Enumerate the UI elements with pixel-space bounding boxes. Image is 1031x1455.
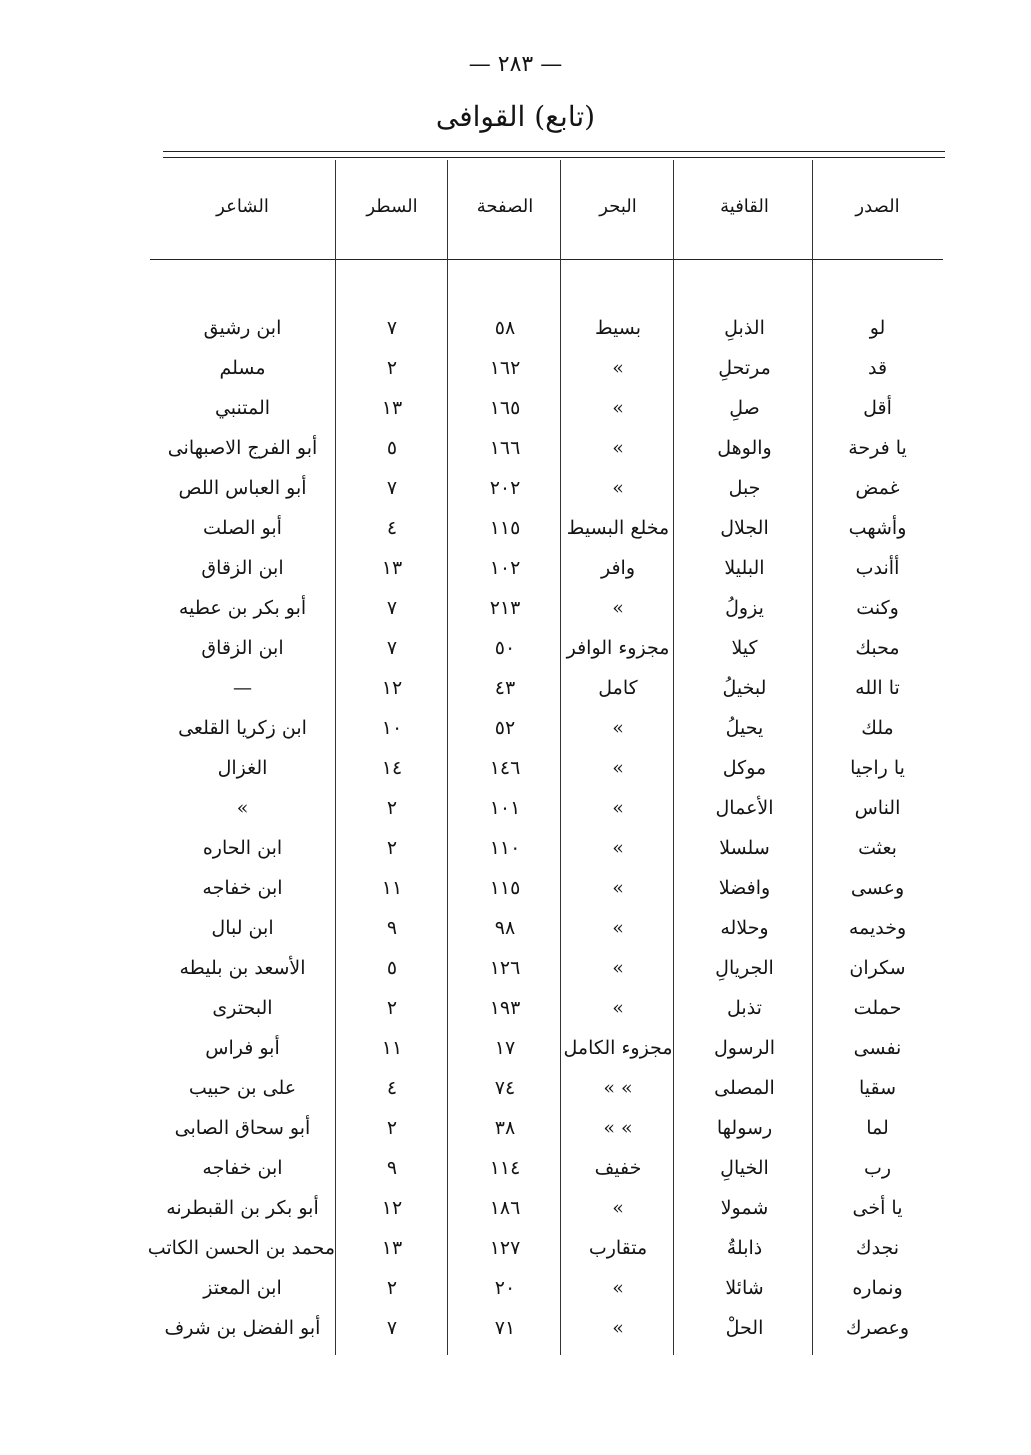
- cell-safha: ٧٤: [494, 1077, 516, 1099]
- cell-shaer: أبو فراس: [205, 1037, 280, 1059]
- cell-satr: ٤: [386, 517, 398, 539]
- cell-bahr: »: [612, 837, 624, 859]
- cell-safha: ٥٢: [494, 717, 516, 739]
- cell-satr: ٧: [386, 477, 398, 499]
- cell-satr: ٢: [386, 1277, 398, 1299]
- cell-satr: ١٢: [381, 677, 403, 699]
- cell-safha: ١١٥: [489, 877, 521, 899]
- cell-safha: ١٧: [494, 1037, 516, 1059]
- top-rule-thin: [163, 157, 945, 158]
- cell-qafia: شائلا: [725, 1277, 764, 1299]
- cell-shaer: أبو الصلت: [203, 517, 282, 539]
- cell-qafia: رسولها: [716, 1117, 773, 1139]
- cell-shaer: أبو سحاق الصابى: [174, 1117, 311, 1139]
- cell-qafia: ذابلةُ: [726, 1237, 763, 1259]
- cell-bahr: »: [612, 797, 624, 819]
- cell-satr: ٥: [386, 437, 398, 459]
- cell-qafia: تذبل: [727, 997, 762, 1019]
- cell-bahr: »: [612, 437, 624, 459]
- cell-satr: ٩: [386, 917, 398, 939]
- cell-safha: ١٩٣: [489, 997, 521, 1019]
- cell-sadr: وخديمه: [848, 917, 907, 939]
- cell-shaer: على بن حبيب: [188, 1077, 297, 1099]
- cell-safha: ٩٨: [494, 917, 516, 939]
- table-row: [0, 434, 1031, 474]
- cell-sadr: رب: [863, 1157, 892, 1179]
- cell-safha: ٤٣: [494, 677, 516, 699]
- cell-safha: ١٤٦: [489, 757, 521, 779]
- cell-safha: ٢٠: [494, 1277, 516, 1299]
- cell-satr: ١٣: [381, 557, 403, 579]
- cell-bahr: »: [612, 597, 624, 619]
- cell-sadr: وعصرك: [845, 1317, 910, 1339]
- cell-safha: ١٠٢: [489, 557, 521, 579]
- cell-bahr: خفيف: [594, 1157, 642, 1179]
- table-row: [0, 354, 1031, 394]
- table-row: [0, 834, 1031, 874]
- cell-satr: ٢: [386, 997, 398, 1019]
- cell-safha: ٢١٣: [489, 597, 521, 619]
- cell-shaer: الأسعد بن بليطه: [179, 957, 306, 979]
- header-rule: [150, 259, 943, 260]
- cell-shaer: محمد بن الحسن الكاتب: [147, 1237, 335, 1259]
- cell-sadr: سقيا: [858, 1077, 897, 1099]
- cell-satr: ٧: [386, 1317, 398, 1339]
- cell-satr: ١٤: [381, 757, 403, 779]
- cell-bahr: »: [612, 397, 624, 419]
- cell-shaer: أبو بكر بن القبطرنه: [166, 1197, 319, 1219]
- cell-sadr: غمض: [855, 477, 900, 499]
- cell-bahr: مجزوء الكامل: [563, 1037, 673, 1059]
- cell-qafia: والوهل: [717, 437, 772, 459]
- cell-bahr: » »: [603, 1077, 633, 1099]
- cell-bahr: مخلع البسيط: [566, 517, 670, 539]
- table-row: [0, 1074, 1031, 1114]
- cell-shaer: ابن زكريا القلعى: [178, 717, 307, 739]
- cell-sadr: لو: [869, 317, 886, 339]
- cell-sadr: سكران: [849, 957, 906, 979]
- cell-shaer: »: [236, 797, 249, 819]
- cell-qafia: الخيالِ: [720, 1157, 769, 1179]
- table-row: [0, 914, 1031, 954]
- cell-bahr: » »: [603, 1117, 633, 1139]
- cell-safha: ٥٠: [494, 637, 516, 659]
- table-row: [0, 594, 1031, 634]
- cell-bahr: »: [612, 357, 624, 379]
- cell-sadr: يا فرحة: [848, 437, 907, 459]
- cell-satr: ٥: [386, 957, 398, 979]
- cell-safha: ١١٥: [489, 517, 521, 539]
- cell-shaer: الغزال: [217, 757, 268, 779]
- cell-qafia: موكل: [722, 757, 767, 779]
- table-row: [0, 1274, 1031, 1314]
- cell-safha: ١٦٦: [489, 437, 521, 459]
- table-row: [0, 754, 1031, 794]
- cell-safha: ١٢٦: [489, 957, 521, 979]
- table-row: [0, 394, 1031, 434]
- cell-shaer: ابن رشيق: [203, 317, 282, 339]
- cell-sadr: لما: [866, 1117, 889, 1139]
- cell-satr: ١٣: [381, 397, 403, 419]
- header-shaer: الشاعر: [216, 196, 269, 217]
- cell-sadr: يا راجيا: [850, 757, 905, 779]
- cell-shaer: أبو الفضل بن شرف: [164, 1317, 321, 1339]
- cell-qafia: يزولُ: [725, 597, 764, 619]
- cell-qafia: وحلاله: [720, 917, 769, 939]
- header-safha: الصفحة: [476, 196, 534, 217]
- cell-satr: ١٠: [381, 717, 403, 739]
- table-row: [0, 954, 1031, 994]
- cell-shaer: أبو العباس اللص: [178, 477, 307, 499]
- cell-qafia: مرتحلِ: [718, 357, 771, 379]
- table-row: [0, 874, 1031, 914]
- cell-safha: ١٨٦: [489, 1197, 521, 1219]
- cell-safha: ١٦٥: [489, 397, 521, 419]
- cell-satr: ١١: [381, 877, 403, 899]
- cell-qafia: يحيلُ: [725, 717, 764, 739]
- cell-qafia: الأعمال: [715, 797, 774, 819]
- table-row: [0, 994, 1031, 1034]
- cell-sadr: وكنت: [856, 597, 899, 619]
- cell-safha: ١١٤: [489, 1157, 521, 1179]
- cell-bahr: مجزوء الوافر: [566, 637, 670, 659]
- cell-safha: ٧١: [494, 1317, 516, 1339]
- cell-sadr: يا أخى: [852, 1197, 903, 1219]
- cell-shaer: مسلم: [219, 357, 266, 379]
- cell-qafia: الجريالِ: [715, 957, 774, 979]
- cell-satr: ٩: [386, 1157, 398, 1179]
- cell-qafia: الذبلِ: [724, 317, 765, 339]
- cell-bahr: »: [612, 1277, 624, 1299]
- table-row: [0, 634, 1031, 674]
- cell-satr: ٢: [386, 797, 398, 819]
- cell-sadr: بعثت: [858, 837, 897, 859]
- table-row: [0, 1194, 1031, 1234]
- cell-sadr: ملك: [861, 717, 894, 739]
- cell-qafia: وافضلا: [718, 877, 771, 899]
- cell-bahr: »: [612, 477, 624, 499]
- cell-sadr: أأندب: [855, 557, 900, 579]
- cell-sadr: محبك: [855, 637, 900, 659]
- cell-safha: ١١٠: [489, 837, 521, 859]
- cell-bahr: »: [612, 877, 624, 899]
- cell-bahr: »: [612, 717, 624, 739]
- cell-qafia: كيلا: [731, 637, 758, 659]
- cell-bahr: »: [612, 1317, 624, 1339]
- section-title: (تابع) القوافى: [435, 100, 596, 133]
- table-row: [0, 1034, 1031, 1074]
- cell-qafia: صلِ: [729, 397, 760, 419]
- cell-shaer: ابن الحاره: [202, 837, 283, 859]
- cell-sadr: نجدك: [855, 1237, 900, 1259]
- cell-safha: ١٦٢: [489, 357, 521, 379]
- cell-satr: ١٣: [381, 1237, 403, 1259]
- table-row: [0, 1314, 1031, 1354]
- cell-shaer: ابن الزقاق: [201, 637, 284, 659]
- cell-shaer: أبو الفرج الاصبهانى: [167, 437, 318, 459]
- cell-bahr: كامل: [598, 677, 638, 699]
- cell-bahr: »: [612, 757, 624, 779]
- cell-sadr: ونماره: [852, 1277, 903, 1299]
- top-rule-thick: [163, 151, 945, 152]
- cell-shaer: ابن الزقاق: [201, 557, 284, 579]
- table-row: [0, 554, 1031, 594]
- table-row: [0, 1234, 1031, 1274]
- cell-sadr: نفسى: [853, 1037, 902, 1059]
- cell-qafia: الحلْ: [725, 1317, 764, 1339]
- table-row: [0, 1154, 1031, 1194]
- cell-shaer: البحترى: [212, 997, 273, 1019]
- cell-satr: ٧: [386, 637, 398, 659]
- cell-sadr: حملت: [853, 997, 902, 1019]
- table-row: [0, 794, 1031, 834]
- cell-qafia: الرسول: [713, 1037, 776, 1059]
- cell-qafia: المصلى: [714, 1077, 775, 1099]
- cell-safha: ٥٨: [494, 317, 516, 339]
- cell-safha: ٣٨: [494, 1117, 516, 1139]
- cell-qafia: البليلا: [724, 557, 765, 579]
- cell-sadr: وعسى: [850, 877, 905, 899]
- cell-satr: ٧: [386, 317, 398, 339]
- table-row: [0, 314, 1031, 354]
- cell-bahr: »: [612, 917, 624, 939]
- header-bahr: البحر: [599, 196, 637, 217]
- table-row: [0, 514, 1031, 554]
- cell-qafia: جبل: [728, 477, 761, 499]
- cell-bahr: »: [612, 957, 624, 979]
- table-row: [0, 714, 1031, 754]
- cell-shaer: أبو بكر بن عطيه: [178, 597, 307, 619]
- cell-safha: ١٢٧: [489, 1237, 521, 1259]
- cell-shaer: ابن خفاجه: [202, 1157, 283, 1179]
- header-sadr: الصدر: [855, 196, 900, 217]
- cell-shaer: ابن المعتز: [203, 1277, 282, 1299]
- cell-sadr: أقل: [863, 397, 892, 419]
- cell-sadr: تا الله: [855, 677, 900, 699]
- cell-qafia: سلسلا: [719, 837, 770, 859]
- cell-satr: ٤: [386, 1077, 398, 1099]
- table-row: [0, 1114, 1031, 1154]
- cell-satr: ٢: [386, 837, 398, 859]
- cell-bahr: »: [612, 1197, 624, 1219]
- cell-safha: ١٠١: [489, 797, 521, 819]
- cell-sadr: وأشهب: [848, 517, 907, 539]
- cell-bahr: وافر: [600, 557, 636, 579]
- table-row: [0, 674, 1031, 714]
- cell-satr: ١١: [381, 1037, 403, 1059]
- cell-shaer: ابن خفاجه: [202, 877, 283, 899]
- cell-satr: ٧: [386, 597, 398, 619]
- cell-bahr: متقارب: [588, 1237, 648, 1259]
- cell-qafia: الجلال: [720, 517, 769, 539]
- cell-safha: ٢٠٢: [489, 477, 521, 499]
- cell-qafia: شمولا: [720, 1197, 769, 1219]
- header-qafia: القافية: [720, 196, 769, 217]
- cell-shaer: —: [233, 677, 252, 699]
- page-number: — ٢٨٣ —: [468, 52, 563, 77]
- cell-satr: ٢: [386, 1117, 398, 1139]
- cell-bahr: بسيط: [594, 317, 641, 339]
- cell-satr: ٢: [386, 357, 398, 379]
- cell-shaer: المتنبي: [214, 397, 271, 419]
- cell-satr: ١٢: [381, 1197, 403, 1219]
- table-row: [0, 474, 1031, 514]
- header-satr: السطر: [366, 196, 418, 217]
- cell-qafia: لبخيلُ: [722, 677, 767, 699]
- cell-sadr: قد: [867, 357, 888, 379]
- cell-bahr: »: [612, 997, 624, 1019]
- cell-shaer: ابن لبال: [211, 917, 274, 939]
- cell-sadr: الناس: [854, 797, 901, 819]
